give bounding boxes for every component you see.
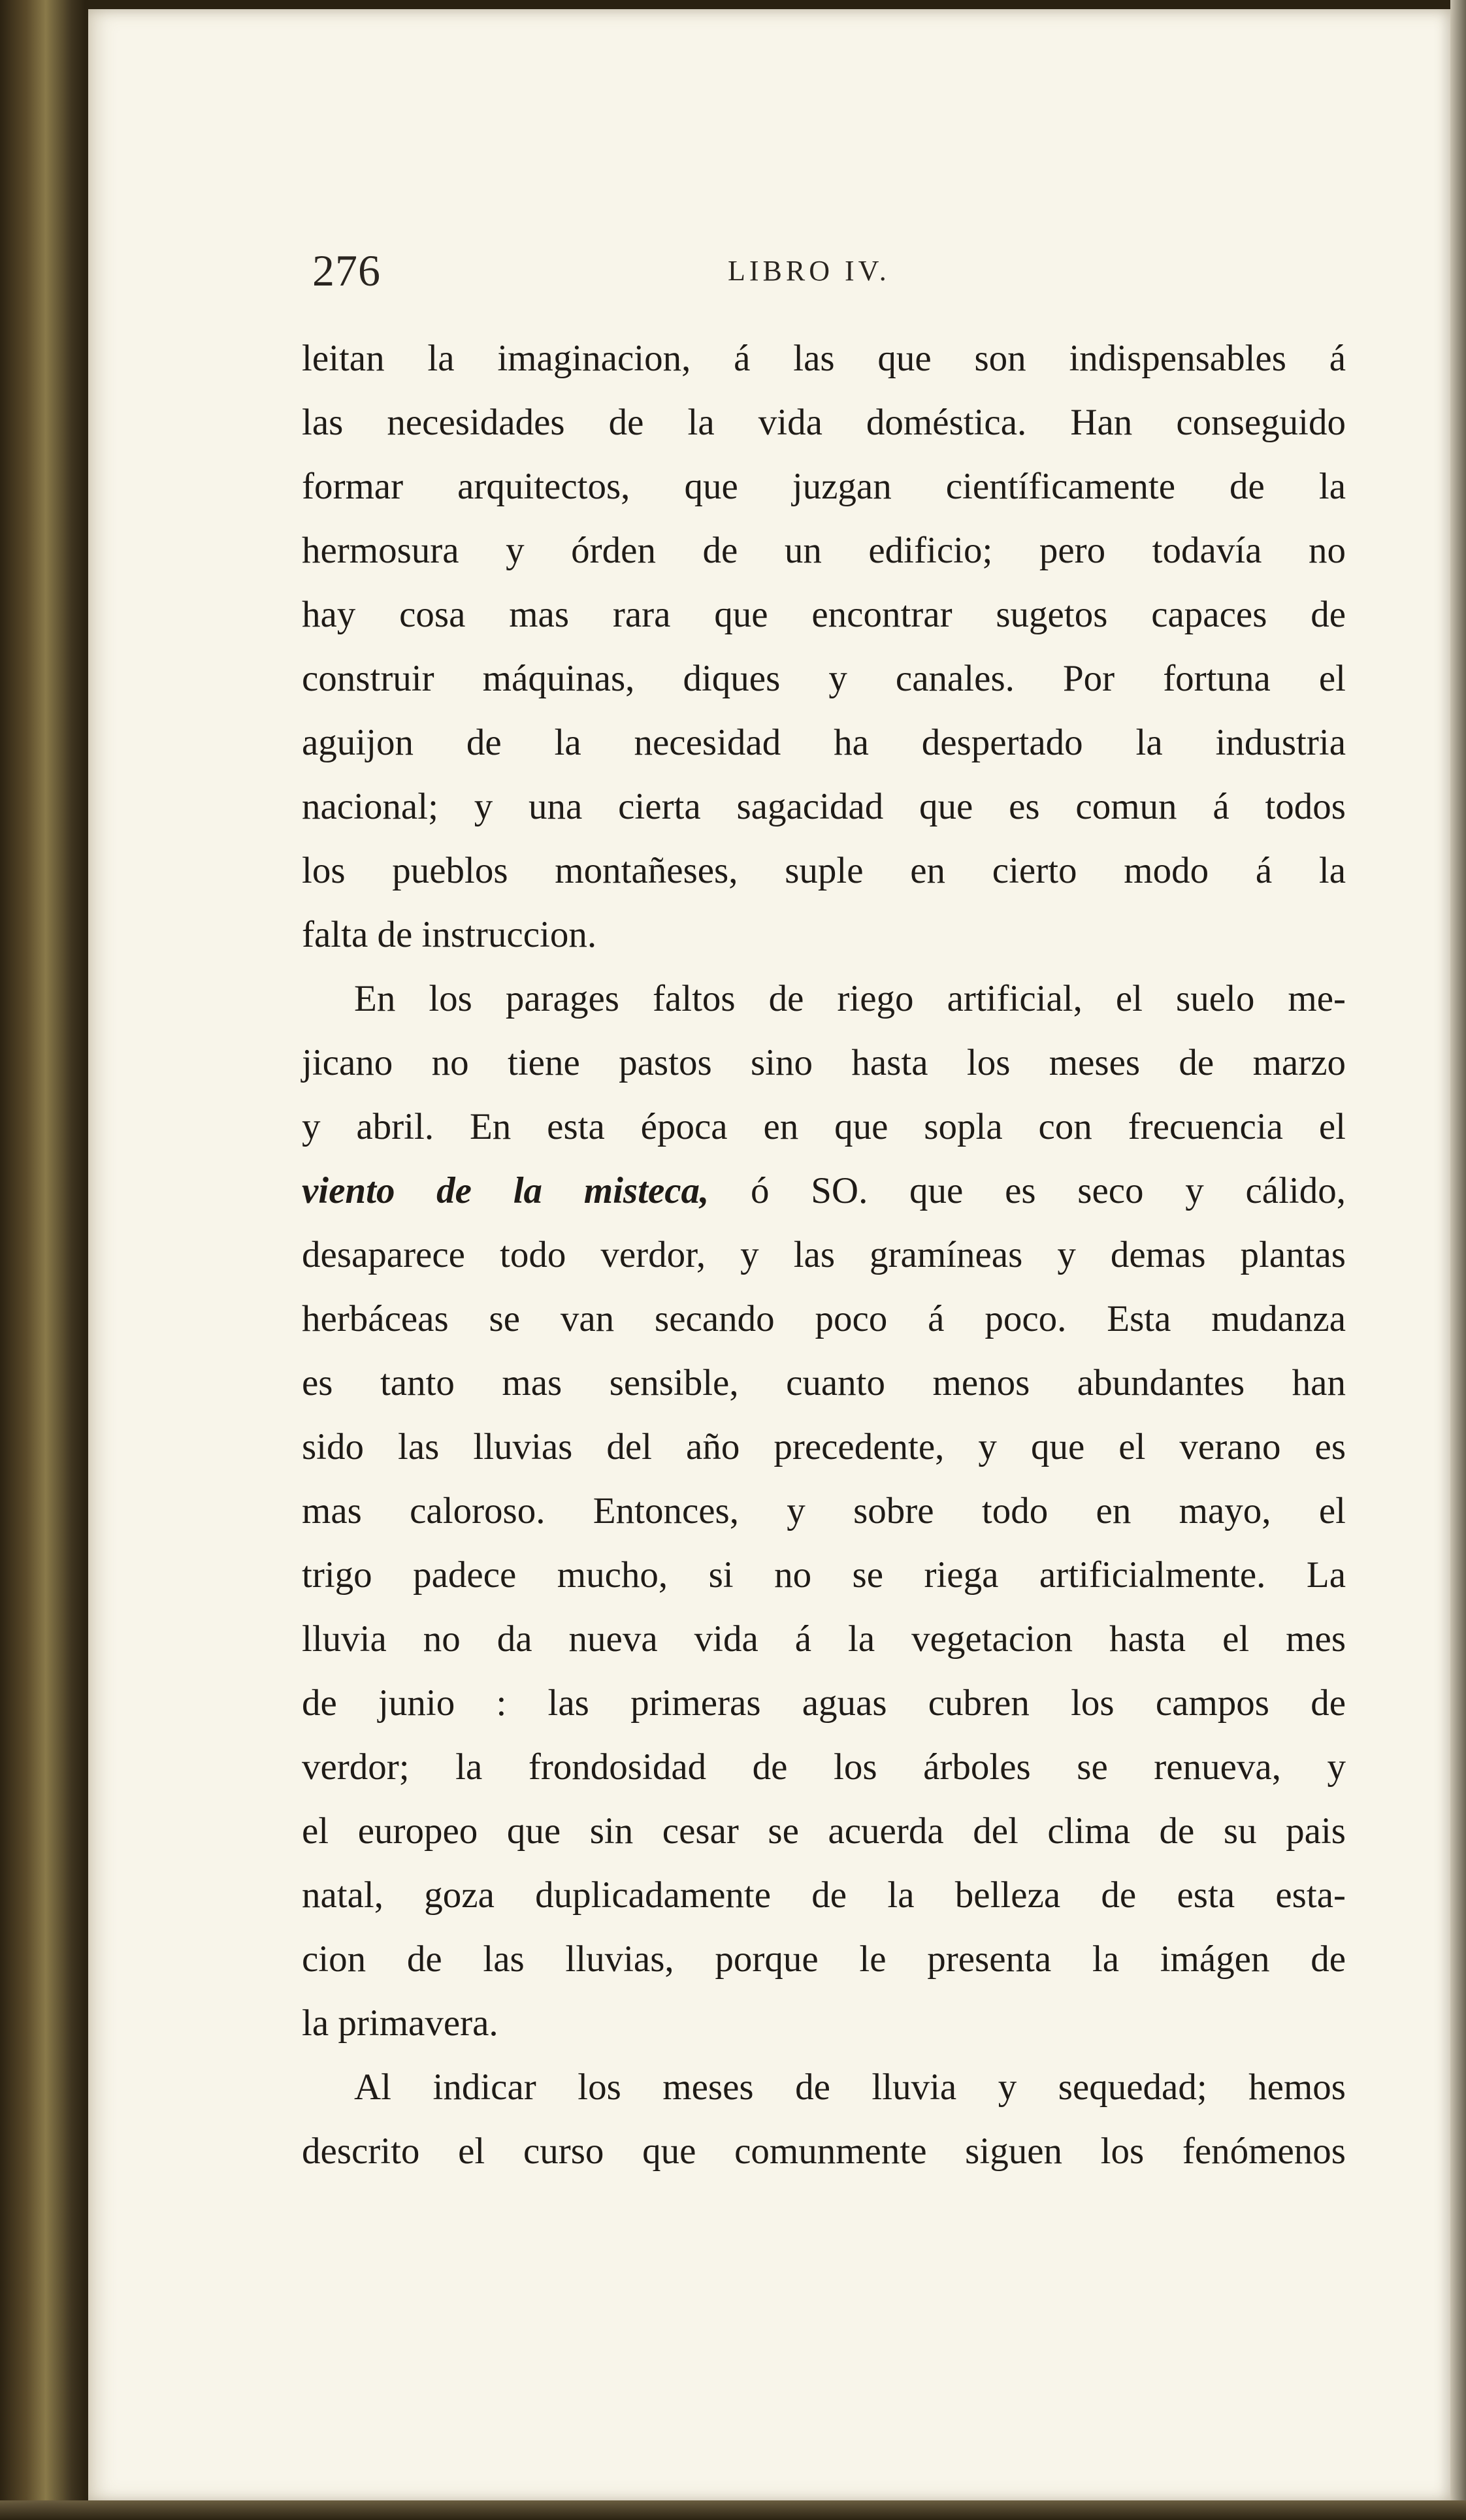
text-line: leitan la imaginacion, á las que son indispensables á (302, 338, 1346, 379)
italic-phrase: viento de la misteca, (302, 1170, 709, 1211)
text-line: mas caloroso. Entonces, y sobre todo en mayo, el (302, 1490, 1346, 1531)
page-header (312, 245, 1344, 304)
line-continuation: ó SO. que es seco y cálido, (751, 1170, 1346, 1211)
page-edge-bottom (0, 2500, 1466, 2520)
text-line: nacional; y una cierta sagacidad que es comun á todos (302, 786, 1346, 827)
body-text (302, 327, 1346, 2184)
page-edge-right (1450, 0, 1466, 2520)
text-line: natal, goza duplicadamente de la belleza de esta esta- (302, 1874, 1346, 1916)
text-line: los pueblos montañeses, suple en cierto modo á la (302, 850, 1346, 891)
running-head: LIBRO IV. (728, 255, 890, 287)
text-line: hermosura y órden de un edificio; pero todavía no (302, 530, 1346, 571)
text-line: falta de instruccion. (302, 914, 597, 955)
text-line: trigo padece mucho, si no se riega artificialmente. La (302, 1554, 1346, 1595)
text-line: la primavera. (302, 2003, 498, 2044)
text-line: herbáceas se van secando poco á poco. Esta mudanza (302, 1298, 1346, 1339)
text-line: cion de las lluvias, porque le presenta la imágen de (302, 1939, 1346, 1980)
text-line: hay cosa mas rara que encontrar sugetos capaces de (302, 594, 1346, 635)
text-line: desaparece todo verdor, y las gramíneas y demas plantas (302, 1234, 1346, 1275)
text-line: aguijon de la necesidad ha despertado la industria (302, 722, 1346, 763)
text-line: sido las lluvias del año precedente, y que el verano es (302, 1426, 1346, 1467)
text-line: construir máquinas, diques y canales. Por fortuna el (302, 658, 1346, 699)
text-line: jicano no tiene pastos sino hasta los meses de marzo (302, 1042, 1346, 1083)
paragraph-start-line: Al indicar los meses de lluvia y sequedad; hemos (354, 2067, 1346, 2108)
text-line: lluvia no da nueva vida á la vegetacion hasta el mes (302, 1618, 1346, 1660)
text-line: verdor; la frondosidad de los árboles se renueva, y (302, 1746, 1346, 1788)
text-line: descrito el curso que comunmente siguen los fenómenos (302, 2131, 1346, 2172)
page-number: 276 (312, 246, 381, 295)
text-line: y abril. En esta época en que sopla con frecuencia el (302, 1106, 1346, 1147)
text-line: formar arquitectos, que juzgan científicamente de la (302, 466, 1346, 507)
text-line (302, 1159, 1346, 1223)
text-line: de junio : las primeras aguas cubren los campos de (302, 1682, 1346, 1724)
text-line: es tanto mas sensible, cuanto menos abundantes han (302, 1362, 1346, 1403)
text-line: las necesidades de la vida doméstica. Han conseguido (302, 402, 1346, 443)
paragraph-start-line: En los parages faltos de riego artificial, el suelo me- (354, 978, 1346, 1019)
text-line: el europeo que sin cesar se acuerda del clima de su pais (302, 1810, 1346, 1852)
